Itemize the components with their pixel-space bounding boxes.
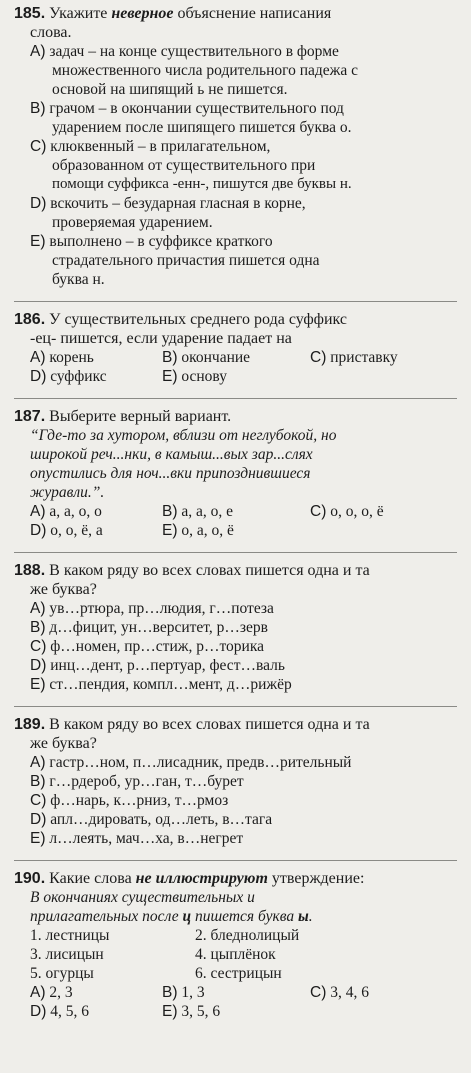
quote-line: “Где-то за хутором, вблизи от неглубокой, но	[30, 427, 337, 444]
answer-options	[14, 983, 457, 1021]
option-letter: C)	[30, 138, 47, 155]
option-text: страдательного причастия пишется одна	[52, 252, 320, 269]
question-187	[14, 407, 457, 540]
answer-options	[14, 348, 457, 386]
option-text: основу	[181, 368, 227, 385]
answer-option-a[interactable]	[30, 348, 162, 367]
rule-text	[14, 888, 457, 926]
option-text: грачом – в окончании существительного под	[49, 100, 344, 117]
option-text: ф…номен, пр…стиж, р…торика	[50, 638, 265, 655]
option-letter: B)	[162, 984, 178, 1001]
stem-text: слова.	[30, 24, 72, 41]
option-letter: D)	[30, 195, 47, 212]
stem-text: В каком ряду во всех словах пишется одна и та	[49, 716, 370, 733]
option-text: инц…дент, р…пертуар, фест…валь	[50, 657, 285, 674]
option-text: апл…дировать, од…леть, в…тага	[50, 811, 273, 828]
divider	[14, 706, 457, 707]
divider	[14, 301, 457, 302]
answer-option-b[interactable]	[162, 348, 310, 367]
answer-option-e[interactable]	[14, 675, 457, 694]
option-text: л…леять, мач…ха, в…негрет	[49, 830, 244, 847]
question-189	[14, 715, 457, 848]
answer-option-a[interactable]	[30, 983, 162, 1002]
option-letter: C)	[310, 349, 327, 366]
answer-option-d[interactable]	[30, 521, 162, 540]
option-text: г…рдероб, ур…ган, т…бурет	[49, 773, 244, 790]
option-letter: E)	[30, 830, 46, 847]
stem-text: Выберите верный вариант.	[49, 408, 232, 425]
answer-option-a[interactable]	[14, 42, 457, 99]
answer-option-d[interactable]	[30, 367, 162, 386]
option-text: а, а, о, о	[49, 503, 102, 520]
option-text: о, а, о, ё	[181, 522, 234, 539]
option-letter: E)	[162, 368, 178, 385]
question-number: 190.	[14, 870, 46, 887]
answer-option-c[interactable]	[310, 983, 457, 1002]
stem-text: утверждение:	[267, 870, 365, 887]
divider	[14, 552, 457, 553]
stem-text: же буква?	[30, 581, 97, 598]
option-text: окончание	[181, 349, 251, 366]
option-letter: D)	[30, 811, 47, 828]
answer-option-c[interactable]	[310, 348, 457, 367]
stem-text: Какие слова	[49, 870, 136, 887]
option-letter: A)	[30, 503, 46, 520]
word-item: 5. огурцы	[30, 965, 94, 982]
stem-emphasis: не иллюстрируют	[135, 870, 268, 887]
option-text: 2, 3	[49, 984, 73, 1001]
stem-text: В каком ряду во всех словах пишется одна и та	[49, 562, 370, 579]
question-188	[14, 561, 457, 694]
answer-option-b[interactable]	[14, 618, 457, 637]
word-item: 3. лисицын	[30, 946, 104, 963]
stem-text: объяснение написания	[173, 5, 332, 22]
question-number: 185.	[14, 5, 46, 22]
option-letter: A)	[30, 754, 46, 771]
answer-option-b[interactable]	[14, 99, 457, 137]
option-letter: C)	[30, 792, 47, 809]
option-text: ф…нарь, к…рниз, т…рмоз	[50, 792, 229, 809]
option-letter: A)	[30, 600, 46, 617]
answer-option-d[interactable]	[14, 810, 457, 829]
divider	[14, 398, 457, 399]
option-text: о, о, о, ё	[330, 503, 384, 520]
option-letter: D)	[30, 522, 47, 539]
question-185-stem	[14, 4, 457, 42]
option-letter: E)	[30, 233, 46, 250]
option-letter: B)	[162, 503, 178, 520]
rule-line: В окончаниях существительных и	[30, 889, 255, 906]
quote-text	[14, 426, 457, 502]
answer-option-c[interactable]	[310, 502, 457, 521]
option-letter: D)	[30, 1003, 47, 1020]
option-letter: C)	[310, 503, 327, 520]
word-list	[14, 926, 457, 983]
word-item: 1. лестницы	[30, 927, 110, 944]
answer-option-e[interactable]	[14, 232, 457, 289]
option-text: 3, 4, 6	[330, 984, 369, 1001]
quote-line: журавли.”.	[30, 484, 105, 501]
answer-option-d[interactable]	[30, 1002, 162, 1021]
option-text: ударением после шипящего пишется буква о.	[52, 119, 352, 136]
word-item: 4. цыплёнок	[195, 946, 276, 963]
answer-option-a[interactable]	[14, 599, 457, 618]
option-text: основой на шипящий ь не пишется.	[52, 81, 288, 98]
option-letter: C)	[30, 638, 47, 655]
option-text: задач – на конце существительного в форме	[49, 43, 339, 60]
option-text: гастр…ном, п…лисадник, предв…рительный	[49, 754, 352, 771]
option-text: суффикс	[50, 368, 107, 385]
quote-line: опустились для ноч...вки припозднившиеся	[30, 465, 311, 482]
option-text: выполнено – в суффиксе краткого	[49, 233, 273, 250]
option-text: клюквенный – в прилагательном,	[50, 138, 271, 155]
question-number: 189.	[14, 716, 46, 733]
answer-option-e[interactable]	[14, 829, 457, 848]
question-187-stem	[14, 407, 457, 426]
stem-text: У существительных среднего рода суффикс	[49, 311, 347, 328]
option-text: образованном от существительного при	[52, 157, 316, 174]
question-188-stem	[14, 561, 457, 599]
stem-emphasis: неверное	[111, 5, 174, 22]
option-text: помощи суффикса -енн-, пишутся две буквы н.	[52, 176, 352, 192]
stem-text: же буква?	[30, 735, 97, 752]
option-text: буква н.	[52, 271, 105, 288]
question-190	[14, 869, 457, 1021]
question-186	[14, 310, 457, 386]
option-letter: E)	[30, 676, 46, 693]
option-letter: B)	[30, 773, 46, 790]
answer-option-c[interactable]	[14, 637, 457, 656]
quote-line: широкой реч...нки, в камыш...вых зар...слях	[30, 446, 313, 463]
option-text: а, а, о, е	[181, 503, 234, 520]
question-number: 186.	[14, 311, 46, 328]
question-number: 188.	[14, 562, 46, 579]
answer-option-a[interactable]	[30, 502, 162, 521]
question-185	[14, 4, 457, 289]
option-text: ст…пендия, компл…мент, д…рижёр	[49, 676, 292, 693]
question-189-stem	[14, 715, 457, 753]
divider	[14, 860, 457, 861]
option-text: корень	[49, 349, 94, 366]
answer-option-b[interactable]	[14, 772, 457, 791]
option-text: множественного числа родительного падежа с	[52, 62, 359, 79]
option-letter: A)	[30, 349, 46, 366]
option-letter: A)	[30, 984, 46, 1001]
option-text: 4, 5, 6	[50, 1003, 89, 1020]
word-item: 2. бледнолицый	[195, 927, 300, 944]
option-text: д…фицит, ун…верситет, р…зерв	[49, 619, 268, 636]
option-letter: D)	[30, 368, 47, 385]
option-letter: E)	[162, 1003, 178, 1020]
answer-option-e[interactable]	[162, 521, 310, 540]
option-letter: B)	[162, 349, 178, 366]
option-text: 1, 3	[181, 984, 205, 1001]
answer-option-e[interactable]	[162, 1002, 310, 1021]
option-letter: B)	[30, 100, 46, 117]
stem-text: -ец- пишется, если ударение падает на	[30, 330, 292, 347]
answer-option-b[interactable]	[162, 983, 310, 1002]
answer-option-c[interactable]	[14, 791, 457, 810]
option-text: проверяемая ударением.	[52, 214, 213, 231]
option-text: 3, 5, 6	[181, 1003, 221, 1020]
rule-line: прилагательных после ц пишется буква ы.	[30, 908, 313, 925]
answer-option-a[interactable]	[14, 753, 457, 772]
option-letter: A)	[30, 43, 46, 60]
option-text: о, о, ё, а	[50, 522, 103, 539]
answer-option-c[interactable]	[14, 137, 457, 194]
option-text: приставку	[330, 349, 398, 366]
answer-option-b[interactable]	[162, 502, 310, 521]
option-text: вскочить – безударная гласная в корне,	[50, 195, 306, 212]
word-item: 6. сестрицын	[195, 965, 282, 982]
answer-option-d[interactable]	[14, 194, 457, 232]
question-190-stem	[14, 869, 457, 888]
option-letter: D)	[30, 657, 47, 674]
option-letter: B)	[30, 619, 46, 636]
option-letter: E)	[162, 522, 178, 539]
option-letter: C)	[310, 984, 327, 1001]
option-text: ув…ртюра, пр…людия, г…потеза	[49, 600, 274, 617]
answer-option-d[interactable]	[14, 656, 457, 675]
question-186-stem	[14, 310, 457, 348]
answer-options	[14, 502, 457, 540]
answer-option-e[interactable]	[162, 367, 310, 386]
question-number: 187.	[14, 408, 46, 425]
stem-text: Укажите	[49, 5, 112, 22]
